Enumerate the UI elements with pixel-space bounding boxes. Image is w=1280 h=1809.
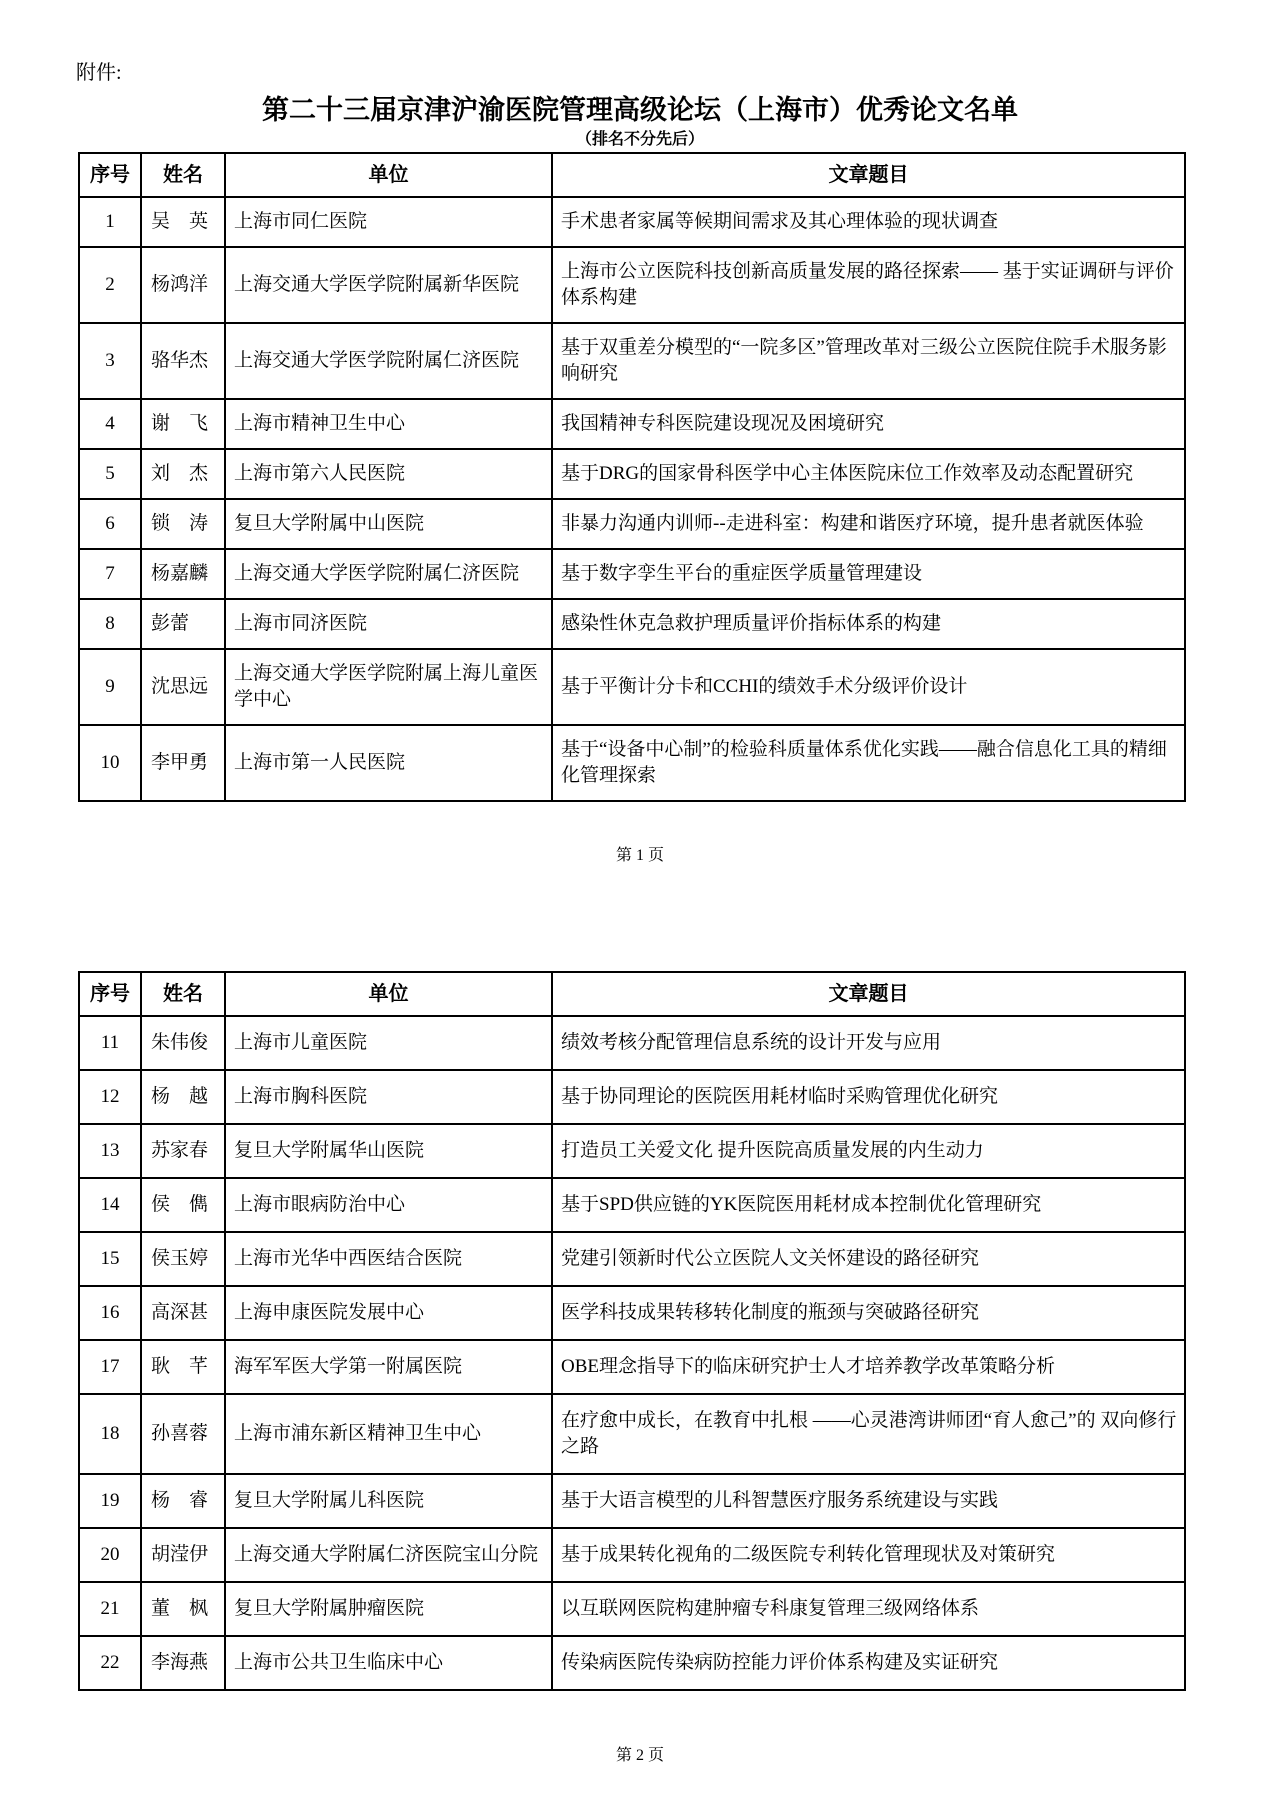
cell-title: 医学科技成果转移转化制度的瓶颈与突破路径研究	[552, 1286, 1185, 1340]
cell-no: 8	[79, 599, 141, 649]
cell-title: 基于DRG的国家骨科医学中心主体医院床位工作效率及动态配置研究	[552, 449, 1185, 499]
cell-title: 基于大语言模型的儿科智慧医疗服务系统建设与实践	[552, 1474, 1185, 1528]
cell-unit: 上海市精神卫生中心	[225, 399, 552, 449]
cell-no: 2	[79, 247, 141, 323]
cell-unit: 上海市公共卫生临床中心	[225, 1636, 552, 1690]
cell-no: 7	[79, 549, 141, 599]
cell-unit: 上海市胸科医院	[225, 1070, 552, 1124]
table-row	[79, 399, 1185, 449]
cell-name: 胡滢伊	[141, 1528, 225, 1582]
column-header-name: 姓名	[141, 972, 225, 1016]
cell-no: 3	[79, 323, 141, 399]
cell-unit: 上海交通大学医学院附属仁济医院	[225, 323, 552, 399]
cell-unit: 上海交通大学附属仁济医院宝山分院	[225, 1528, 552, 1582]
table-row	[79, 1528, 1185, 1582]
cell-name: 朱伟俊	[141, 1016, 225, 1070]
table-row	[79, 449, 1185, 499]
table-row	[79, 1582, 1185, 1636]
cell-unit: 上海交通大学医学院附属仁济医院	[225, 549, 552, 599]
cell-unit: 上海市同仁医院	[225, 197, 552, 247]
cell-unit: 上海市第六人民医院	[225, 449, 552, 499]
cell-unit: 上海市儿童医院	[225, 1016, 552, 1070]
cell-name: 侯玉婷	[141, 1232, 225, 1286]
table-row	[79, 725, 1185, 801]
attachment-label: 附件:	[76, 62, 122, 84]
cell-title: 上海市公立医院科技创新高质量发展的路径探索—— 基于实证调研与评价体系构建	[552, 247, 1185, 323]
cell-title: 基于协同理论的医院医用耗材临时采购管理优化研究	[552, 1070, 1185, 1124]
cell-no: 13	[79, 1124, 141, 1178]
table-row	[79, 1636, 1185, 1690]
column-header-unit: 单位	[225, 972, 552, 1016]
table-row	[79, 1124, 1185, 1178]
table-row	[79, 499, 1185, 549]
cell-name: 苏家春	[141, 1124, 225, 1178]
cell-no: 1	[79, 197, 141, 247]
table-row	[79, 549, 1185, 599]
cell-title: 绩效考核分配管理信息系统的设计开发与应用	[552, 1016, 1185, 1070]
cell-unit: 上海市同济医院	[225, 599, 552, 649]
column-header-no: 序号	[79, 153, 141, 197]
cell-no: 20	[79, 1528, 141, 1582]
cell-no: 6	[79, 499, 141, 549]
page-title: 第二十三届京津沪渝医院管理高级论坛（上海市）优秀论文名单	[262, 95, 1018, 125]
cell-title: 传染病医院传染病防控能力评价体系构建及实证研究	[552, 1636, 1185, 1690]
cell-title: OBE理念指导下的临床研究护士人才培养教学改革策略分析	[552, 1340, 1185, 1394]
table-row	[79, 247, 1185, 323]
cell-no: 21	[79, 1582, 141, 1636]
page1-footer: 第 1 页	[615, 847, 664, 864]
cell-no: 16	[79, 1286, 141, 1340]
cell-title: 以互联网医院构建肿瘤专科康复管理三级网络体系	[552, 1582, 1185, 1636]
column-header-name: 姓名	[141, 153, 225, 197]
cell-title: 手术患者家属等候期间需求及其心理体验的现状调查	[552, 197, 1185, 247]
cell-name: 孙喜蓉	[141, 1394, 225, 1474]
table-row	[79, 1178, 1185, 1232]
cell-no: 4	[79, 399, 141, 449]
cell-unit: 复旦大学附属华山医院	[225, 1124, 552, 1178]
cell-no: 12	[79, 1070, 141, 1124]
table-row	[79, 1016, 1185, 1070]
cell-name: 骆华杰	[141, 323, 225, 399]
cell-name: 谢 飞	[141, 399, 225, 449]
cell-name: 刘 杰	[141, 449, 225, 499]
cell-unit: 上海市第一人民医院	[225, 725, 552, 801]
cell-no: 5	[79, 449, 141, 499]
cell-name: 杨鸿洋	[141, 247, 225, 323]
column-header-no: 序号	[79, 972, 141, 1016]
cell-name: 杨嘉麟	[141, 549, 225, 599]
cell-name: 锁 涛	[141, 499, 225, 549]
cell-title: 基于平衡计分卡和CCHI的绩效手术分级评价设计	[552, 649, 1185, 725]
cell-unit: 复旦大学附属儿科医院	[225, 1474, 552, 1528]
cell-title: 基于双重差分模型的“一院多区”管理改革对三级公立医院住院手术服务影响研究	[552, 323, 1185, 399]
cell-unit: 复旦大学附属中山医院	[225, 499, 552, 549]
table-row	[79, 599, 1185, 649]
cell-unit: 上海市光华中西医结合医院	[225, 1232, 552, 1286]
table-row	[79, 1286, 1185, 1340]
cell-name: 董 枫	[141, 1582, 225, 1636]
cell-no: 14	[79, 1178, 141, 1232]
table-row	[79, 1474, 1185, 1528]
table-header-row	[79, 972, 1185, 1016]
cell-title: 非暴力沟通内训师--走进科室：构建和谐医疗环境，提升患者就医体验	[552, 499, 1185, 549]
cell-title: 党建引领新时代公立医院人文关怀建设的路径研究	[552, 1232, 1185, 1286]
column-header-title: 文章题目	[552, 972, 1185, 1016]
table-header-row	[79, 153, 1185, 197]
cell-name: 彭蕾	[141, 599, 225, 649]
papers-table-page2	[78, 971, 1186, 1691]
cell-name: 吴 英	[141, 197, 225, 247]
cell-title: 基于“设备中心制”的检验科质量体系优化实践——融合信息化工具的精细化管理探索	[552, 725, 1185, 801]
cell-title: 在疗愈中成长，在教育中扎根 ——心灵港湾讲师团“育人愈己”的 双向修行之路	[552, 1394, 1185, 1474]
cell-name: 李海燕	[141, 1636, 225, 1690]
cell-no: 10	[79, 725, 141, 801]
table-row	[79, 1070, 1185, 1124]
cell-title: 感染性休克急救护理质量评价指标体系的构建	[552, 599, 1185, 649]
page-subtitle: （排名不分先后）	[575, 131, 704, 148]
cell-unit: 上海交通大学医学院附属上海儿童医学中心	[225, 649, 552, 725]
cell-unit: 复旦大学附属肿瘤医院	[225, 1582, 552, 1636]
column-header-title: 文章题目	[552, 153, 1185, 197]
table-row	[79, 323, 1185, 399]
table-row	[79, 1232, 1185, 1286]
cell-no: 11	[79, 1016, 141, 1070]
table-row	[79, 649, 1185, 725]
cell-name: 李甲勇	[141, 725, 225, 801]
cell-unit: 上海市眼病防治中心	[225, 1178, 552, 1232]
cell-unit: 上海申康医院发展中心	[225, 1286, 552, 1340]
cell-no: 22	[79, 1636, 141, 1690]
papers-table-page1	[78, 152, 1186, 802]
cell-name: 杨 睿	[141, 1474, 225, 1528]
cell-name: 沈思远	[141, 649, 225, 725]
cell-name: 侯 儁	[141, 1178, 225, 1232]
cell-no: 18	[79, 1394, 141, 1474]
cell-no: 17	[79, 1340, 141, 1394]
table-row	[79, 197, 1185, 247]
cell-no: 15	[79, 1232, 141, 1286]
cell-name: 耿 芊	[141, 1340, 225, 1394]
table-row	[79, 1394, 1185, 1474]
table-row	[79, 1340, 1185, 1394]
cell-title: 打造员工关爱文化 提升医院高质量发展的内生动力	[552, 1124, 1185, 1178]
cell-unit: 上海交通大学医学院附属新华医院	[225, 247, 552, 323]
cell-title: 基于SPD供应链的YK医院医用耗材成本控制优化管理研究	[552, 1178, 1185, 1232]
column-header-unit: 单位	[225, 153, 552, 197]
cell-no: 9	[79, 649, 141, 725]
cell-unit: 海军军医大学第一附属医院	[225, 1340, 552, 1394]
cell-name: 杨 越	[141, 1070, 225, 1124]
cell-no: 19	[79, 1474, 141, 1528]
cell-name: 高深甚	[141, 1286, 225, 1340]
cell-title: 我国精神专科医院建设现况及困境研究	[552, 399, 1185, 449]
page2-footer: 第 2 页	[615, 1747, 664, 1764]
cell-title: 基于成果转化视角的二级医院专利转化管理现状及对策研究	[552, 1528, 1185, 1582]
cell-unit: 上海市浦东新区精神卫生中心	[225, 1394, 552, 1474]
cell-title: 基于数字孪生平台的重症医学质量管理建设	[552, 549, 1185, 599]
